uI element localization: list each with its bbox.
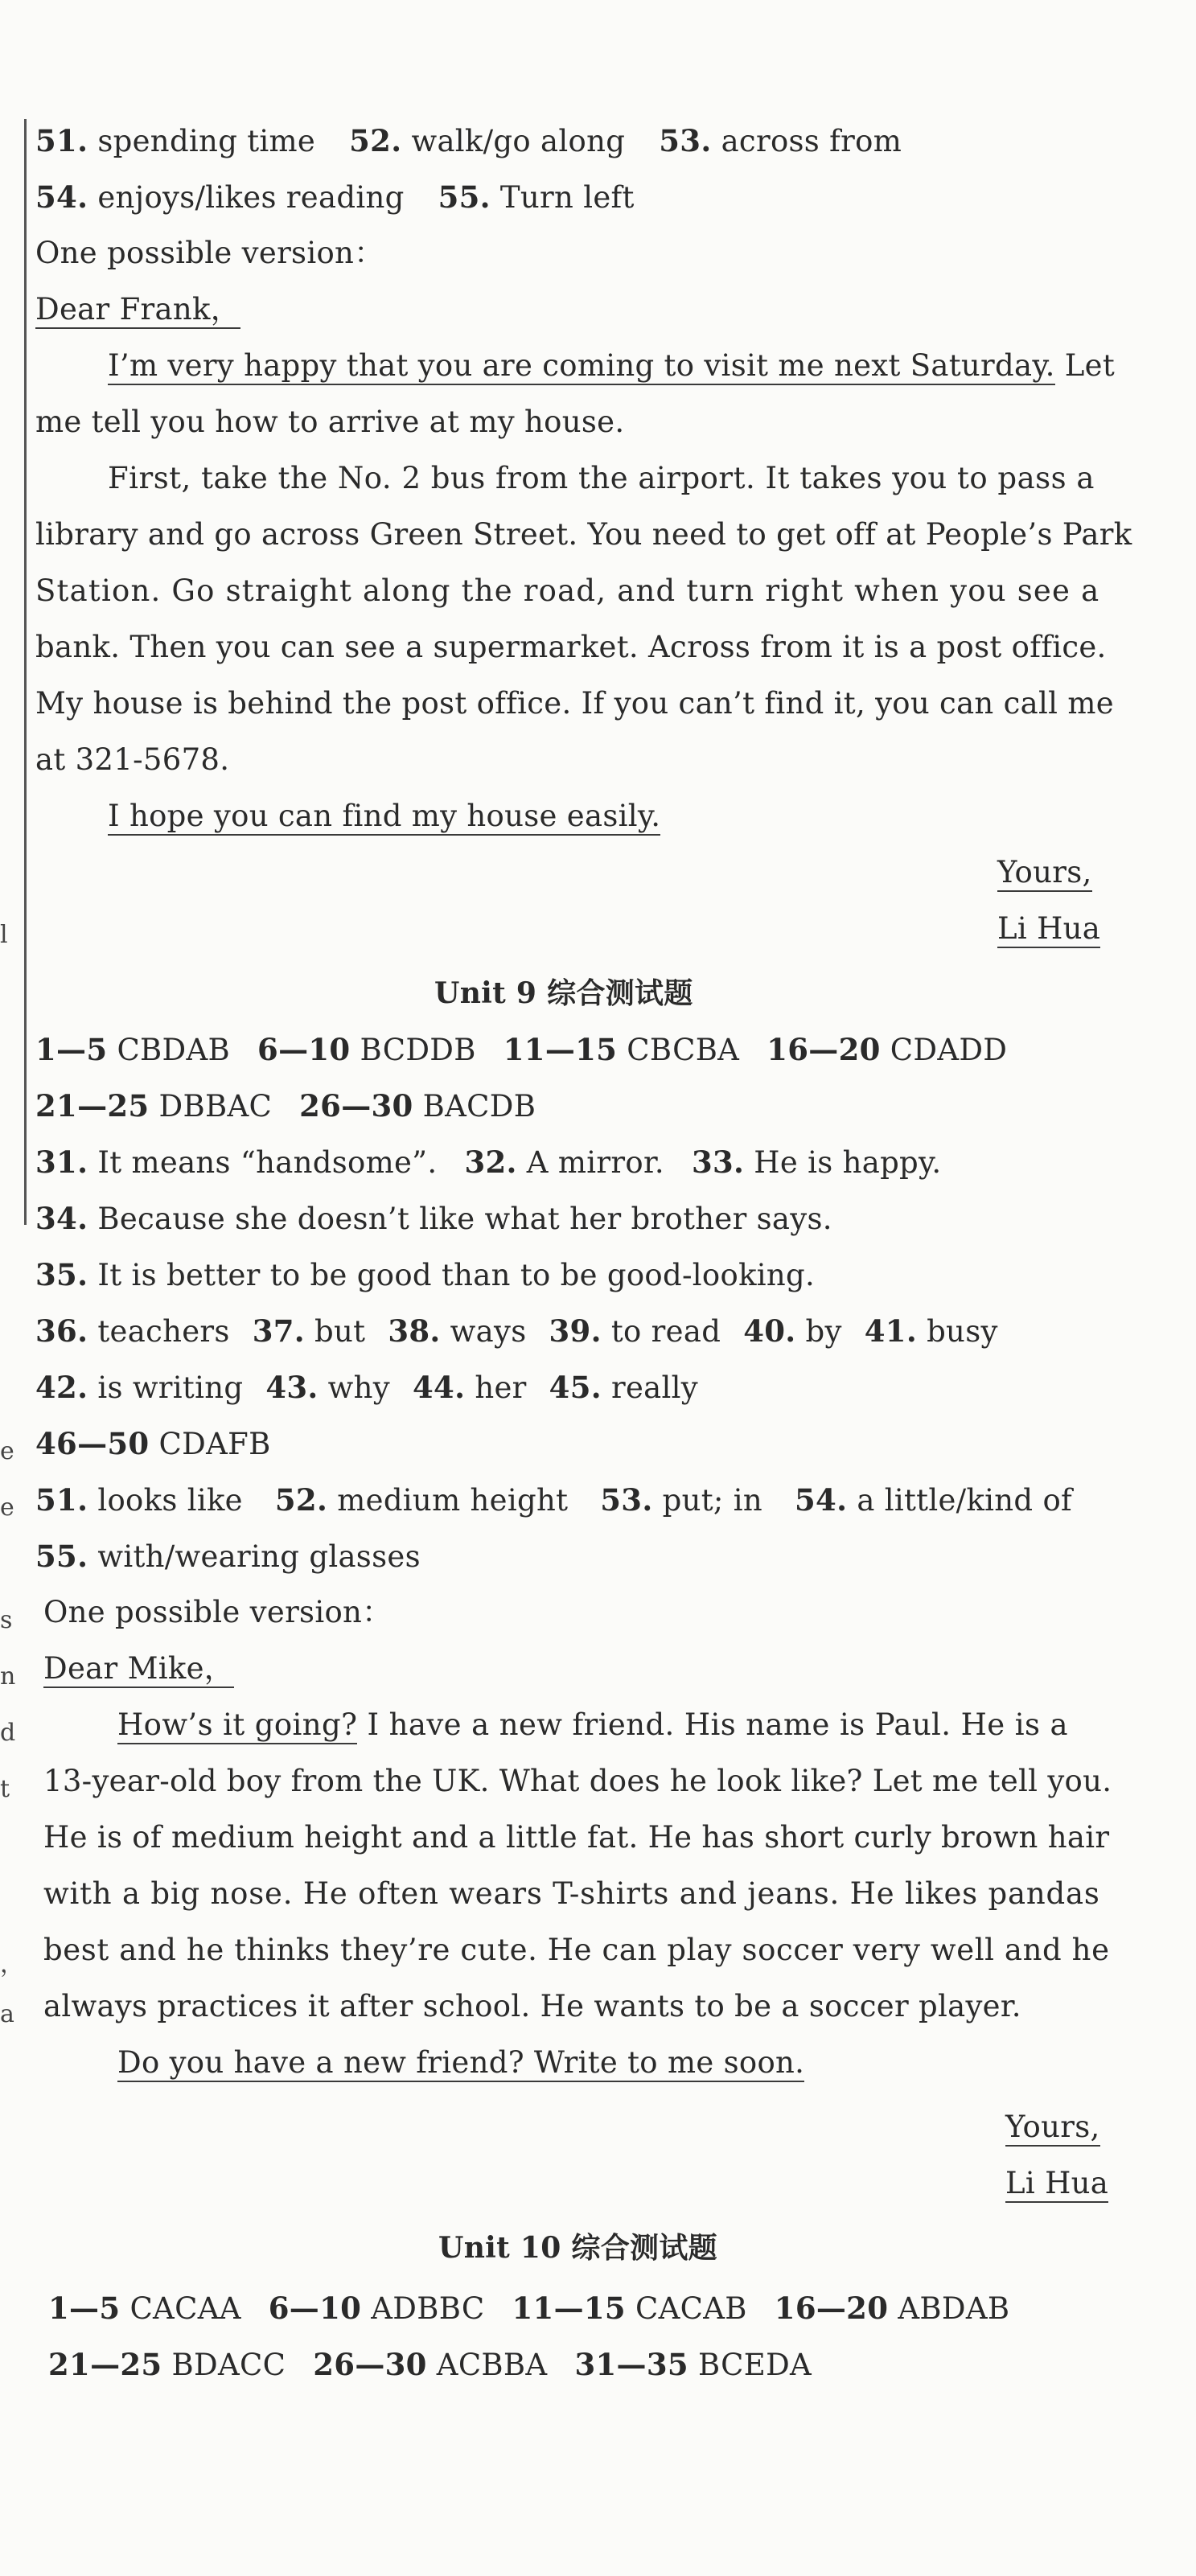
answer-line: 1—5 CBDAB 6—10 BCDDB 11—15 CBCBA 16—20 CDADD xyxy=(35,1032,1008,1067)
letter-line: with a big nose. He often wears T-shirts and jeans. He likes pandas xyxy=(43,1876,1100,1911)
letter-salutation: Dear Frank， xyxy=(35,291,240,328)
answer-line: 31. It means “handsome”. 32. A mirror. 33. He is happy. xyxy=(35,1144,942,1180)
letter-line: best and he thinks they’re cute. He can play soccer very well and he xyxy=(43,1933,1110,1967)
letter-salutation: Dear Mike， xyxy=(43,1650,234,1687)
section-title: Unit 10 综合测试题 xyxy=(438,2231,717,2265)
answer-line: 51. spending time 52. walk/go along 53. across from xyxy=(35,123,902,158)
answer-line: 42. is writing 43. why 44. her 45. really xyxy=(35,1370,699,1405)
letter-yours: Yours, xyxy=(997,854,1092,891)
answer-line: 35. It is better to be good than to be good-looking. xyxy=(35,1257,816,1292)
letter-signature: Li Hua xyxy=(997,910,1100,947)
letter-paragraph: How’s it going? I have a new friend. His name is Paul. He is a xyxy=(117,1707,1068,1744)
answer-line: 46—50 CDAFB xyxy=(35,1426,271,1461)
version-label: One possible version： xyxy=(43,1595,393,1629)
letter-line: library and go across Green Street. You need to get off at People’s Park xyxy=(35,517,1132,552)
margin-fragment: t xyxy=(0,1775,10,1803)
margin-fragment: e xyxy=(0,1493,14,1522)
margin-fragment: d xyxy=(0,1719,16,1747)
margin-fragment: s xyxy=(0,1606,13,1634)
margin-fragment: l xyxy=(0,921,8,949)
letter-yours: Yours, xyxy=(1005,2109,1100,2146)
letter-closing: Do you have a new friend? Write to me soon. xyxy=(117,2044,804,2081)
margin-fragment: e xyxy=(0,1437,14,1465)
letter-line: bank. Then you can see a supermarket. Across from it is a post office. xyxy=(35,630,1107,664)
answer-line: 1—5 CACAA 6—10 ADBBC 11—15 CACAB 16—20 ABDAB xyxy=(48,2290,1010,2326)
answer-line: 51. looks like 52. medium height 53. put; in 54. a little/kind of xyxy=(35,1482,1073,1518)
answer-line: 21—25 BDACC 26—30 ACBBA 31—35 BCEDA xyxy=(48,2347,812,2382)
letter-line: me tell you how to arrive at my house. xyxy=(35,405,625,439)
margin-fragment: a xyxy=(0,2000,14,2028)
answer-line: 55. with/wearing glasses xyxy=(35,1539,421,1574)
answer-line: 34. Because she doesn’t like what her brother says. xyxy=(35,1201,832,1236)
margin-fragment: n xyxy=(0,1662,16,1691)
answer-line: 21—25 DBBAC 26—30 BACDB xyxy=(35,1088,536,1124)
letter-line: First, take the No. 2 bus from the airport. It takes you to pass a xyxy=(108,461,1095,495)
letter-closing: I hope you can find my house easily. xyxy=(108,798,660,835)
letter-paragraph: I’m very happy that you are coming to visit me next Saturday. Let xyxy=(108,347,1115,384)
left-margin-rule xyxy=(24,119,27,1225)
version-label: One possible version： xyxy=(35,236,384,270)
margin-fragment: ， xyxy=(0,1950,24,1978)
section-title: Unit 9 综合测试题 xyxy=(434,976,693,1010)
letter-line: He is of medium height and a little fat. He has short curly brown hair xyxy=(43,1820,1110,1855)
letter-line: 13-year-old boy from the UK. What does he look like? Let me tell you. xyxy=(43,1764,1112,1798)
letter-line: always practices it after school. He wants to be a soccer player. xyxy=(43,1989,1021,2023)
letter-line: at 321-5678. xyxy=(35,742,230,777)
answer-line: 54. enjoys/likes reading 55. Turn left xyxy=(35,179,635,215)
answer-line: 36. teachers 37. but 38. ways 39. to read 40. by 41. busy xyxy=(35,1313,998,1349)
letter-signature: Li Hua xyxy=(1005,2165,1108,2202)
letter-line: Station. Go straight along the road, and turn right when you see a xyxy=(35,573,1100,608)
letter-line: My house is behind the post office. If you can’t find it, you can call me xyxy=(35,686,1114,721)
